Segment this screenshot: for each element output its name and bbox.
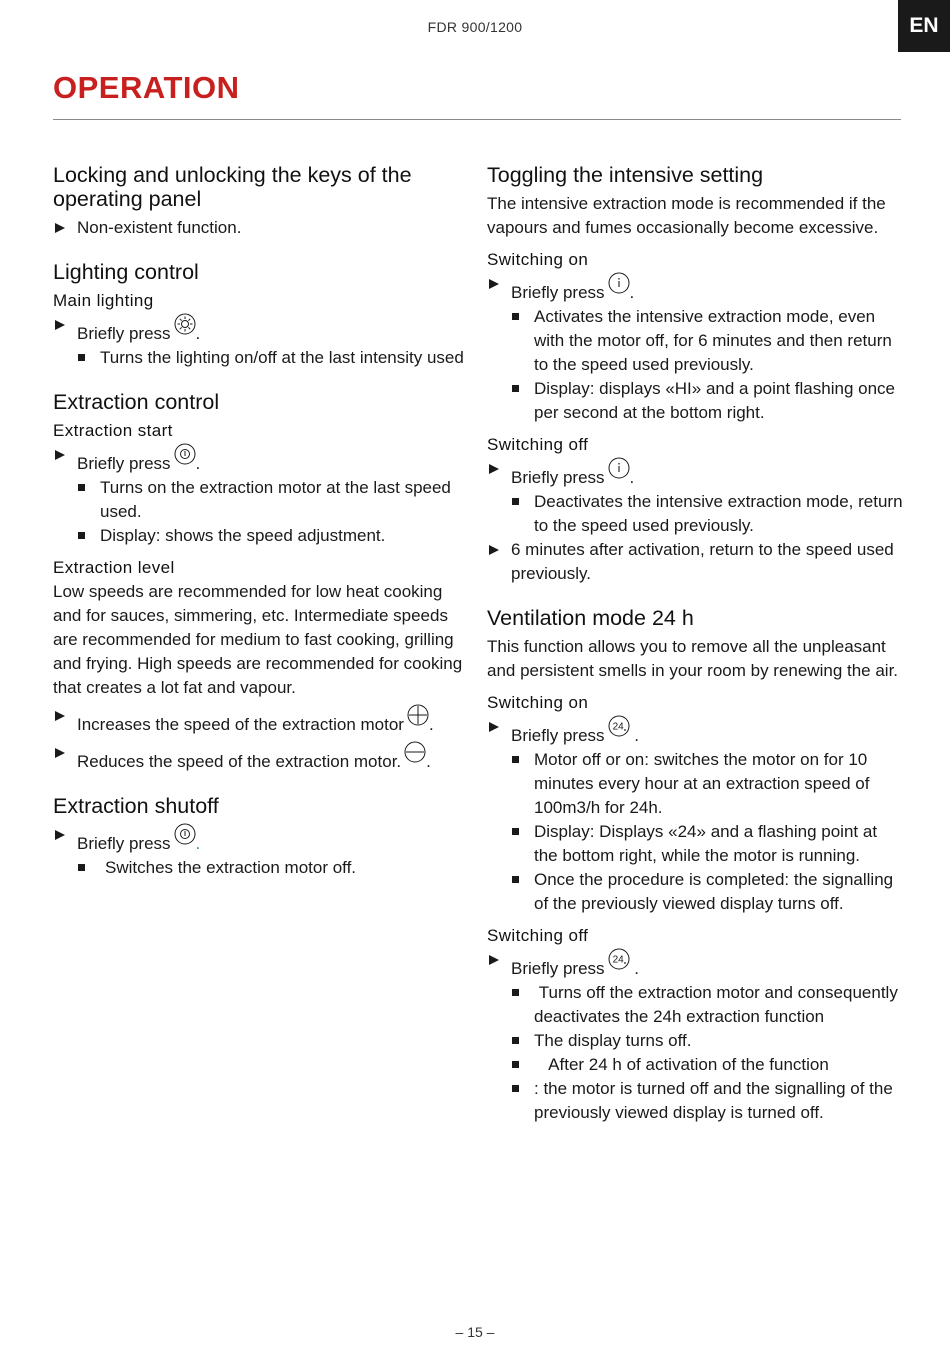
svg-text:24: 24 — [612, 721, 624, 733]
extraction-start-item: Turns on the extraction motor at the last speed used. — [53, 476, 471, 524]
ventilation-off-block — [487, 924, 905, 1125]
intensive-off-press-text: Briefly press — [511, 468, 605, 487]
ventilation-off-item-text: After 24 h of activation of the function — [548, 1055, 829, 1074]
power-key-icon — [174, 823, 196, 845]
title-divider — [53, 119, 901, 120]
intensive-heading: Toggling the intensive setting — [487, 163, 764, 187]
locking-section — [53, 163, 471, 240]
left-column — [53, 163, 471, 880]
ventilation-off-item — [487, 1053, 905, 1077]
extraction-level-subheading: Extraction level — [53, 558, 175, 577]
ventilation-off-item: : the motor is turned off and the signalling of the previously viewed display is turned off. — [487, 1077, 905, 1125]
plus-key-icon — [407, 704, 429, 726]
main-lighting-subheading: Main lighting — [53, 291, 154, 310]
extraction-start-item: Display: shows the speed adjustment. — [53, 524, 471, 548]
intensive-after-bullet: 6 minutes after activation, return to the speed used previously. — [487, 538, 905, 586]
ventilation-off-item — [487, 981, 905, 1029]
shutoff-section — [53, 794, 471, 880]
ventilation-on-item: Motor off or on: switches the motor on for 10 minutes every hour at an extraction speed of 100m3/h for 24h. — [487, 748, 905, 820]
lighting-section — [53, 260, 471, 370]
ventilation-off-subheading: Switching off — [487, 926, 589, 945]
intensive-off-item: Deactivates the intensive extraction mode, return to the speed used previously. — [487, 490, 905, 538]
ventilation-off-item-text: Turns off the extraction motor and consequently deactivates the 24h extraction function — [534, 983, 898, 1026]
shutoff-press-text: Briefly press — [77, 834, 171, 853]
extraction-level-text: Low speeds are recommended for low heat cooking and for sauces, simmering, etc. Intermediate speeds are recommended for medium to fast cooking, grilling and frying. High speeds are recommended for cooking that creates a lot fat and vapour. — [53, 582, 463, 697]
lighting-press-text: Briefly press — [77, 324, 171, 343]
lighting-heading: Lighting control — [53, 260, 199, 284]
ventilation-intro: This function allows you to remove all the unpleasant and persistent smells in your room by renewing the air. — [487, 637, 899, 680]
ventilation-off-press-bullet: Briefly press 24 . — [487, 948, 905, 981]
shutoff-item: Switches the extraction motor off. — [53, 856, 471, 880]
right-column — [487, 163, 905, 1125]
intensive-intro: The intensive extraction mode is recommended if the vapours and fumes occasionally become excessive. — [487, 194, 886, 237]
page-number: – 15 – — [455, 1324, 495, 1340]
ventilation-on-press-bullet: Briefly press 24 . — [487, 715, 905, 748]
24h-key-icon — [608, 948, 630, 970]
shutoff-press-bullet: Briefly press . — [53, 823, 471, 856]
extraction-start-block — [53, 419, 471, 548]
intensive-section — [487, 163, 905, 586]
intensive-on-block — [487, 248, 905, 425]
locking-heading: Locking and unlocking the keys of the operating panel — [53, 163, 412, 211]
intensive-off-subheading: Switching off — [487, 435, 589, 454]
ventilation-section — [487, 606, 905, 1125]
language-tab: EN — [898, 0, 950, 52]
minus-key-icon — [404, 741, 426, 763]
ventilation-on-subheading: Switching on — [487, 693, 589, 712]
power-key-icon — [174, 443, 196, 465]
extraction-level-block — [53, 556, 471, 774]
lighting-press-bullet: Briefly press . — [53, 313, 471, 346]
ventilation-heading: Ventilation mode 24 h — [487, 606, 694, 630]
light-key-icon — [174, 313, 196, 335]
ventilation-off-press-text: Briefly press — [511, 959, 605, 978]
intensive-on-subheading: Switching on — [487, 250, 589, 269]
extraction-start-subheading: Extraction start — [53, 421, 173, 440]
intensive-on-press-bullet: Briefly press . — [487, 272, 905, 305]
model-name: FDR 900/1200 — [427, 19, 523, 35]
ventilation-off-item: The display turns off. — [487, 1029, 905, 1053]
increase-speed-text: Increases the speed of the extraction motor — [77, 715, 404, 734]
intensive-on-item: Display: displays «HI» and a point flashing once per second at the bottom right. — [487, 377, 905, 425]
page-title: OPERATION — [53, 70, 240, 105]
extraction-start-press-text: Briefly press — [77, 454, 171, 473]
intensive-on-item: Activates the intensive extraction mode, even with the motor off, for 6 minutes and then return to the speed used previously. — [487, 305, 905, 377]
ventilation-on-item: Once the procedure is completed: the signalling of the previously viewed display turns off. — [487, 868, 905, 916]
extraction-heading: Extraction control — [53, 390, 220, 414]
increase-speed-bullet: Increases the speed of the extraction motor . — [53, 704, 471, 737]
ventilation-on-block — [487, 691, 905, 916]
intensive-off-press-bullet: Briefly press . — [487, 457, 905, 490]
extraction-section — [53, 390, 471, 774]
lighting-item: Turns the lighting on/off at the last intensity used — [53, 346, 471, 370]
intensive-on-press-text: Briefly press — [511, 283, 605, 302]
24h-key-icon — [608, 715, 630, 737]
intensive-i-key-icon — [608, 457, 630, 479]
ventilation-on-item: Display: Displays «24» and a flashing point at the bottom right, while the motor is running. — [487, 820, 905, 868]
shutoff-heading: Extraction shutoff — [53, 794, 219, 818]
ventilation-on-press-text: Briefly press — [511, 726, 605, 745]
reduce-speed-bullet: Reduces the speed of the extraction motor. . — [53, 741, 471, 774]
reduce-speed-text: Reduces the speed of the extraction motor. — [77, 752, 402, 771]
intensive-i-key-icon — [608, 272, 630, 294]
intensive-off-block — [487, 433, 905, 586]
svg-text:24: 24 — [612, 954, 624, 966]
extraction-start-press-bullet: Briefly press . — [53, 443, 471, 476]
locking-bullet: Non-existent function. — [53, 216, 471, 240]
main-lighting-block — [53, 289, 471, 370]
